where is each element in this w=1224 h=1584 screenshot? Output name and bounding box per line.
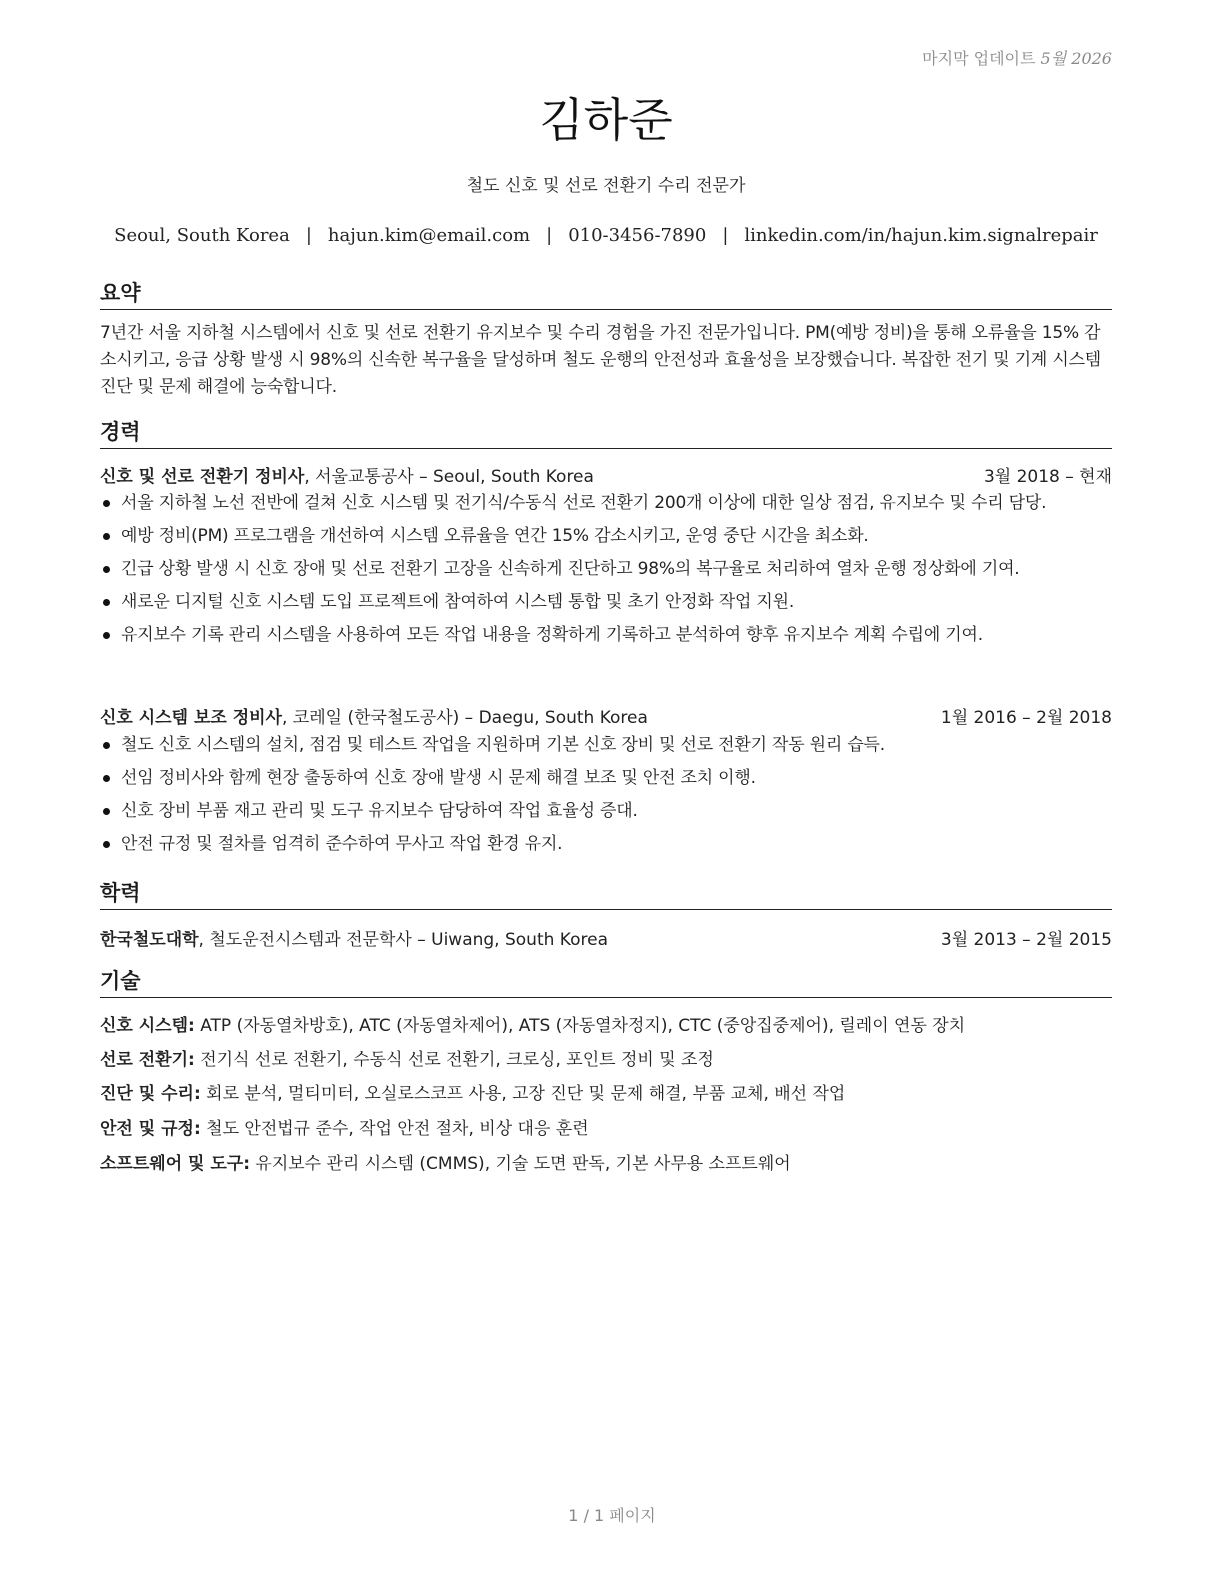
last-updated-label: 마지막 업데이트 bbox=[922, 49, 1036, 68]
last-updated-date: 5월 2026 bbox=[1040, 49, 1112, 68]
list-item: 예방 정비(PM) 프로그램을 개선하여 시스템 오류율을 연간 15% 감소시키고, 운영 중단 시간을 최소화. bbox=[100, 523, 1112, 549]
skill-category: 소프트웨어 및 도구: bbox=[100, 1154, 251, 1174]
page-number: 1 / 1 페이지 bbox=[568, 1506, 656, 1525]
skill-category: 진단 및 수리: bbox=[100, 1084, 201, 1104]
skill-category: 선로 전환기: bbox=[100, 1050, 195, 1070]
list-item: 긴급 상황 발생 시 신호 장애 및 선로 전환기 고장을 신속하게 진단하고 98%의 복구율로 처리하여 열차 운행 정상화에 기여. bbox=[100, 556, 1112, 582]
list-item: 안전 규정 및 절차를 엄격히 준수하여 무사고 작업 환경 유지. bbox=[100, 831, 1112, 857]
summary-text: 7년간 서울 지하철 시스템에서 신호 및 선로 전환기 유지보수 및 수리 경험을 가진 전문가입니다. PM(예방 정비)을 통해 오류율을 15% 감소시키고, 응급 상황 발생 시 98%의 신속한 복구율을 달성하며 철도 운행의 안전성과 효율성을 보장했습니다. 복잡한 전기 및 기계 시스템 진단 및 문제 해결에 능숙합니다. bbox=[100, 323, 1102, 397]
job-dates: 3월 2018 – 현재 bbox=[983, 467, 1112, 487]
list-item: 서울 지하철 노선 전반에 걸쳐 신호 시스템 및 전기식/수동식 선로 전환기 200개 이상에 대한 일상 점검, 유지보수 및 수리 담당. bbox=[100, 490, 1112, 516]
section-title-skills: 기술 bbox=[100, 965, 1112, 998]
job-title: 신호 및 선로 전환기 정비사 bbox=[100, 467, 305, 487]
section-title-education: 학력 bbox=[100, 877, 1112, 910]
experience-entry-header bbox=[100, 462, 1112, 487]
contact-separator: | bbox=[305, 225, 312, 246]
education-dates: 3월 2013 – 2월 2015 bbox=[940, 930, 1112, 950]
skill-value: 전기식 선로 전환기, 수동식 선로 전환기, 크로싱, 포인트 정비 및 조정 bbox=[194, 1050, 714, 1070]
job-title: 신호 시스템 보조 정비사 bbox=[100, 708, 282, 728]
skill-value: 철도 안전법규 준수, 작업 안전 절차, 비상 대응 훈련 bbox=[200, 1119, 589, 1139]
list-item: 유지보수 기록 관리 시스템을 사용하여 모든 작업 내용을 정확하게 기록하고 분석하여 향후 유지보수 계획 수립에 기여. bbox=[100, 622, 1112, 648]
contact-separator: | bbox=[722, 225, 729, 246]
contact-separator: | bbox=[546, 225, 553, 246]
list-item: 선임 정비사와 함께 현장 출동하여 신호 장애 발생 시 문제 해결 보조 및 안전 조치 이행. bbox=[100, 765, 1112, 791]
job-org: , 서울교통공사 – Seoul, South Korea bbox=[304, 467, 594, 487]
skill-value: ATP (자동열차방호), ATC (자동열차제어), ATS (자동열차정지), CTC (중앙집중제어), 릴레이 연동 장치 bbox=[194, 1016, 966, 1036]
school-name: 한국철도대학 bbox=[100, 930, 199, 950]
skill-category: 신호 시스템: bbox=[100, 1016, 195, 1036]
experience-entry-header bbox=[100, 703, 1112, 728]
contact-linkedin[interactable]: linkedin.com/in/hajun.kim.signalrepair bbox=[744, 225, 1098, 246]
skill-row bbox=[100, 1011, 1112, 1036]
skill-row bbox=[100, 1114, 1112, 1139]
skill-row bbox=[100, 1149, 1112, 1174]
list-item: 새로운 디지털 신호 시스템 도입 프로젝트에 참여하여 시스템 통합 및 초기 안정화 작업 지원. bbox=[100, 589, 1112, 615]
job-dates: 1월 2016 – 2월 2018 bbox=[940, 708, 1112, 728]
contact-line bbox=[100, 225, 1112, 246]
section-title-summary: 요약 bbox=[100, 277, 1112, 310]
skill-value: 회로 분석, 멀티미터, 오실로스코프 사용, 고장 진단 및 문제 해결, 부품 교체, 배선 작업 bbox=[200, 1084, 846, 1104]
list-item: 철도 신호 시스템의 설치, 점검 및 테스트 작업을 지원하며 기본 신호 장비 및 선로 전환기 작동 원리 습득. bbox=[100, 732, 1112, 758]
job-org: , 코레일 (한국철도공사) – Daegu, South Korea bbox=[281, 708, 648, 728]
education-entry bbox=[100, 925, 1112, 950]
skill-value: 유지보수 관리 시스템 (CMMS), 기술 도면 판독, 기본 사무용 소프트웨어 bbox=[250, 1154, 791, 1174]
experience-bullets bbox=[100, 732, 1112, 864]
candidate-name: 김하준 bbox=[539, 93, 673, 147]
experience-bullets bbox=[100, 490, 1112, 655]
section-title-experience: 경력 bbox=[100, 416, 1112, 449]
list-item: 신호 장비 부품 재고 관리 및 도구 유지보수 담당하여 작업 효율성 증대. bbox=[100, 798, 1112, 824]
contact-email[interactable]: hajun.kim@email.com bbox=[327, 225, 531, 246]
skill-row bbox=[100, 1045, 1112, 1070]
skill-row bbox=[100, 1079, 1112, 1104]
contact-location: Seoul, South Korea bbox=[114, 225, 290, 246]
last-updated bbox=[922, 46, 1112, 69]
contact-phone: 010-3456-7890 bbox=[568, 225, 707, 246]
skill-category: 안전 및 규정: bbox=[100, 1119, 201, 1139]
school-detail: , 철도운전시스템과 전문학사 – Uiwang, South Korea bbox=[198, 930, 608, 950]
candidate-tagline: 철도 신호 및 선로 전환기 수리 전문가 bbox=[466, 176, 746, 196]
